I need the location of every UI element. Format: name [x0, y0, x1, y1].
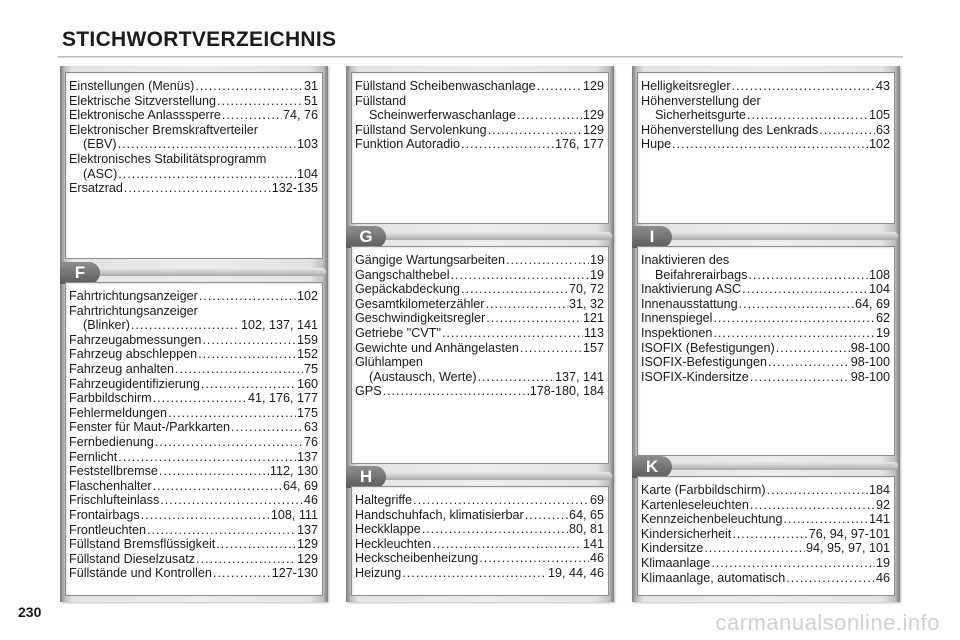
index-entry: [355, 123, 608, 138]
index-entry: [69, 108, 322, 123]
entry-term: Helligkeitsregler: [641, 79, 731, 93]
entry-page-ref: 159: [296, 332, 318, 347]
entry-page-ref: 70, 72: [568, 282, 604, 297]
entry-term: ISOFIX-Befestigungen: [641, 355, 768, 370]
entry-term: (Austausch, Werte): [369, 369, 477, 384]
entry-page-ref: 64, 69: [282, 478, 318, 493]
dot-leader: [153, 479, 282, 494]
entry-term: Fahrtrichtungsanzeiger: [69, 303, 198, 318]
dot-leader: [732, 527, 807, 542]
entry-page-ref: 102: [296, 289, 318, 303]
dot-leader: [168, 406, 296, 421]
index-entry: [69, 391, 322, 406]
entry-page-ref: 63: [303, 420, 318, 435]
entry-term: Höhenverstellung der: [641, 93, 761, 108]
index-entry: [641, 94, 894, 123]
entry-page-ref: 62: [875, 311, 890, 326]
letter-badge: F: [60, 262, 100, 284]
entry-term: GPS: [355, 384, 382, 399]
entry-page-ref: 46: [875, 570, 890, 585]
entry-term: Elektronische Anlasssperre: [69, 108, 221, 123]
entry-page-ref: 129: [296, 537, 318, 552]
entry-term: Scheinwerferwaschanlage: [369, 108, 517, 123]
entry-page-ref: 141: [582, 536, 604, 551]
index-entry: [355, 522, 608, 537]
entry-page-ref: 19: [589, 267, 604, 282]
index-entry: [355, 355, 608, 384]
dot-leader: [118, 137, 296, 152]
entry-term: Fahrzeugidentifizierung: [69, 376, 200, 391]
dot-leader: [118, 167, 296, 182]
index-entry: [355, 326, 608, 341]
index-entry: [69, 537, 322, 552]
dot-leader: [672, 137, 868, 152]
dot-leader: [141, 508, 270, 523]
index-entry: [355, 508, 608, 523]
dot-leader: [217, 94, 303, 109]
dot-leader: [196, 552, 296, 567]
entry-term: Füllstand Dieselzusatz: [69, 551, 195, 566]
entry-list: [66, 283, 322, 581]
entry-page-ref: 121: [582, 311, 604, 326]
index-entry: [69, 523, 322, 538]
index-entry: [641, 253, 894, 282]
entry-page-ref: 141: [868, 512, 890, 527]
entry-page-ref: 129: [582, 79, 604, 93]
entry-page-ref: 19: [589, 253, 604, 267]
entry-term: Inspektionen: [641, 325, 713, 340]
entry-page-ref: 137: [296, 522, 318, 537]
entry-page-ref: 94, 95, 97, 101: [805, 541, 890, 556]
index-entry: [69, 123, 322, 152]
entry-page-ref: 104: [296, 166, 318, 181]
entry-page-ref: 31, 32: [568, 296, 604, 311]
letter-badge: H: [346, 466, 386, 488]
entry-term: Fahrzeug anhalten: [69, 361, 175, 376]
header-rule: [58, 56, 903, 58]
letter-badge: G: [346, 226, 386, 248]
entry-page-ref: 175: [296, 405, 318, 420]
entry-term: Füllstand Scheibenwaschanlage: [355, 79, 536, 93]
index-entry: [69, 435, 322, 450]
index-entry: [641, 311, 894, 326]
dot-leader: [768, 355, 850, 370]
entry-term: Karte (Farbbildschirm): [641, 483, 766, 497]
dot-leader: [442, 326, 583, 341]
page-number: 230: [18, 604, 42, 620]
dot-leader: [124, 181, 271, 196]
index-entry: [355, 566, 608, 581]
entry-list: [352, 247, 608, 399]
entry-term: Funktion Autoradio: [355, 137, 461, 152]
entry-term: Klimaanlage, automatisch: [641, 570, 786, 585]
index-entry: [355, 384, 608, 399]
entry-term: Füllstand Servolenkung: [355, 122, 487, 137]
entry-page-ref: 19: [875, 325, 890, 340]
entry-page-ref: 157: [582, 340, 604, 355]
entry-term: Fahrzeugabmessungen: [69, 332, 202, 347]
index-entry: [641, 326, 894, 341]
index-entry: [69, 508, 322, 523]
entry-term: Flaschenhalter: [69, 478, 152, 493]
index-entry: [355, 551, 608, 566]
entry-page-ref: 129: [296, 551, 318, 566]
index-box-f: [65, 282, 323, 596]
entry-list: [352, 487, 608, 581]
entry-page-ref: 178-180, 184: [529, 384, 604, 399]
dot-leader: [525, 508, 568, 523]
entry-page-ref: 41, 176, 177: [247, 391, 318, 406]
index-entry: [69, 464, 322, 479]
entry-term: Frontleuchten: [69, 522, 147, 537]
entry-page-ref: 19: [875, 555, 890, 570]
entry-term: Füllstände und Kontrollen: [69, 566, 212, 581]
index-entry: [641, 79, 894, 94]
entry-term: Inaktivierung ASC: [641, 282, 742, 297]
entry-page-ref: 64, 69: [854, 296, 890, 311]
entry-list: [638, 247, 894, 384]
entry-page-ref: 51: [303, 93, 318, 108]
entry-term: (ASC): [83, 166, 118, 181]
entry-page-ref: 98-100: [850, 369, 890, 384]
entry-term: Fehlermeldungen: [69, 405, 168, 420]
entry-term: Feststellbremse: [69, 464, 158, 479]
entry-page-ref: 132-135: [271, 181, 318, 196]
entry-term: Kartenleseleuchten: [641, 497, 749, 512]
index-box-f-cont: [351, 72, 609, 224]
dot-leader: [222, 108, 282, 123]
entry-term: Kennzeichenbeleuchtung: [641, 512, 783, 527]
entry-page-ref: 108: [868, 267, 890, 282]
entry-term: Gesamtkilometerzähler: [355, 296, 485, 311]
index-entry: [355, 79, 608, 94]
entry-term: (Blinker): [83, 318, 130, 333]
entry-page-ref: 176, 177: [554, 137, 604, 152]
entry-term: Ersatzrad: [69, 181, 123, 196]
dot-leader: [750, 498, 875, 513]
dot-leader: [478, 370, 554, 385]
index-entry: [355, 137, 608, 152]
entry-term: Glühlampen: [355, 355, 423, 370]
letter-tab-g: [346, 226, 612, 248]
entry-term: Getriebe "CVT": [355, 325, 441, 340]
entry-page-ref: 108, 111: [270, 507, 318, 522]
entry-term: Füllstand Bremsflüssigkeit: [69, 537, 216, 552]
dot-leader: [747, 108, 868, 123]
entry-page-ref: 184: [868, 483, 890, 497]
entry-term: Gängige Wartungsarbeiten: [355, 253, 506, 267]
entry-term: Sicherheitsgurte: [655, 108, 747, 123]
entry-page-ref: 19, 44, 46: [547, 565, 604, 580]
entry-page-ref: 80, 81: [568, 522, 604, 537]
entry-page-ref: 31: [303, 79, 318, 93]
index-entry: [641, 483, 894, 498]
letter-tab-f: [60, 262, 326, 284]
index-entry: [355, 268, 608, 283]
entry-list: [638, 73, 894, 152]
entry-page-ref: 102: [868, 137, 890, 152]
entry-page-ref: 69: [589, 493, 604, 507]
entry-term: Elektronisches Stabilitätsprogramm: [69, 151, 267, 166]
dot-leader: [422, 522, 568, 537]
index-entry: [69, 333, 322, 348]
dot-leader: [776, 341, 850, 356]
index-entry: [69, 420, 322, 435]
dot-leader: [461, 137, 554, 152]
dot-leader: [118, 450, 296, 465]
entry-page-ref: 160: [296, 376, 318, 391]
entry-page-ref: 112, 130: [269, 464, 318, 479]
dot-leader: [486, 311, 582, 326]
index-box-g: [351, 246, 609, 464]
index-entry: [69, 79, 322, 94]
index-entry: [69, 347, 322, 362]
entry-page-ref: 76, 94, 97-101: [808, 526, 890, 541]
dot-leader: [711, 556, 875, 571]
index-entry: [355, 537, 608, 552]
index-entry: [641, 571, 894, 586]
entry-term: Gangschalthebel: [355, 267, 450, 282]
dot-leader: [155, 435, 303, 450]
watermark-text: carmanualsonline.info: [715, 610, 940, 635]
dot-leader: [506, 253, 589, 268]
entry-page-ref: 129: [582, 122, 604, 137]
dot-leader: [819, 123, 875, 138]
index-entry: [69, 377, 322, 392]
dot-leader: [413, 493, 589, 508]
dot-leader: [488, 123, 582, 138]
index-entry: [69, 406, 322, 421]
index-entry: [69, 493, 322, 508]
letter-badge: I: [632, 226, 672, 248]
dot-leader: [742, 282, 868, 297]
index-box-e: [65, 72, 323, 259]
entry-term: Frischlufteinlass: [69, 493, 160, 508]
entry-term: Innenausstattung: [641, 296, 738, 311]
letter-tab-k: [632, 456, 898, 478]
index-entry: [69, 152, 322, 181]
entry-term: Handschuhfach, klimatisierbar: [355, 507, 524, 522]
entry-list: [66, 73, 322, 196]
entry-page-ref: 102, 137, 141: [240, 318, 318, 333]
entry-term: ISOFIX (Befestigungen): [641, 340, 775, 355]
entry-page-ref: 75: [303, 361, 318, 376]
letter-tab-h: [346, 466, 612, 488]
index-entry: [69, 450, 322, 465]
index-entry: [69, 304, 322, 333]
entry-term: (EBV): [83, 137, 117, 152]
entry-term: Heckscheibenheizung: [355, 551, 479, 566]
dot-leader: [750, 370, 850, 385]
entry-list: [638, 477, 894, 585]
dot-leader: [201, 377, 296, 392]
entry-term: Gewichte und Anhängelasten: [355, 340, 519, 355]
index-column-3: [632, 66, 900, 602]
entry-page-ref: 74, 76: [282, 108, 318, 123]
dot-leader: [153, 391, 247, 406]
entry-page-ref: 152: [296, 347, 318, 362]
dot-leader: [175, 362, 303, 377]
dot-leader: [732, 79, 875, 94]
dot-leader: [767, 483, 868, 498]
entry-term: Farbbildschirm: [69, 391, 152, 406]
dot-leader: [520, 341, 582, 356]
entry-term: Heckleuchten: [355, 536, 432, 551]
entry-term: Einstellungen (Menüs): [69, 79, 195, 93]
index-entry: [641, 498, 894, 513]
dot-leader: [748, 268, 868, 283]
dot-leader: [479, 551, 589, 566]
entry-page-ref: 127-130: [271, 566, 318, 581]
index-entry: [641, 541, 894, 556]
index-entry: [641, 137, 894, 152]
index-entry: [69, 479, 322, 494]
entry-page-ref: 46: [589, 551, 604, 566]
index-entry: [641, 341, 894, 356]
entry-page-ref: 129: [582, 108, 604, 123]
entry-page-ref: 104: [868, 282, 890, 297]
entry-term: Heckklappe: [355, 522, 421, 537]
entry-term: Gepäckabdeckung: [355, 282, 461, 297]
entry-page-ref: 137: [296, 449, 318, 464]
dot-leader: [202, 333, 296, 348]
index-box-h: [351, 486, 609, 596]
entry-page-ref: 63: [875, 122, 890, 137]
index-entry: [355, 341, 608, 356]
entry-term: Fernbedienung: [69, 434, 154, 449]
entry-term: Geschwindigkeitsregler: [355, 311, 486, 326]
entry-page-ref: 43: [875, 79, 890, 93]
dot-leader: [739, 297, 854, 312]
index-entry: [355, 253, 608, 268]
page-title: STICHWORTVERZEICHNIS: [62, 28, 337, 51]
index-entry: [355, 94, 608, 123]
entry-term: Inaktivieren des: [641, 253, 730, 267]
index-entry: [69, 181, 322, 196]
dot-leader: [461, 282, 568, 297]
index-entry: [641, 527, 894, 542]
dot-leader: [704, 541, 805, 556]
index-entry: [69, 566, 322, 581]
dot-leader: [216, 537, 296, 552]
entry-term: Innenspiegel: [641, 311, 713, 326]
dot-leader: [160, 493, 303, 508]
index-entry: [641, 556, 894, 571]
index-entry: [69, 94, 322, 109]
entry-page-ref: 98-100: [850, 355, 890, 370]
index-column-1: [60, 66, 328, 602]
dot-leader: [383, 384, 529, 399]
index-entry: [641, 355, 894, 370]
index-entry: [69, 552, 322, 567]
dot-leader: [199, 289, 296, 304]
entry-page-ref: 76: [303, 434, 318, 449]
entry-term: Beifahrerairbags: [655, 267, 748, 282]
index-entry: [641, 282, 894, 297]
dot-leader: [786, 571, 875, 586]
entry-term: Hupe: [641, 137, 672, 152]
entry-term: Füllstand: [355, 93, 407, 108]
index-entry: [355, 297, 608, 312]
dot-leader: [485, 297, 568, 312]
index-column-2: [346, 66, 614, 602]
entry-page-ref: 137, 141: [554, 369, 604, 384]
entry-term: Fahrtrichtungsanzeiger: [69, 289, 198, 303]
dot-leader: [131, 318, 240, 333]
entry-term: Klimaanlage: [641, 555, 711, 570]
entry-term: ISOFIX-Kindersitze: [641, 369, 749, 384]
entry-page-ref: 113: [583, 325, 604, 340]
dot-leader: [432, 537, 582, 552]
entry-page-ref: 105: [868, 108, 890, 123]
index-entry: [641, 370, 894, 385]
index-entry: [641, 123, 894, 138]
dot-leader: [713, 326, 875, 341]
dot-leader: [713, 311, 875, 326]
index-entry: [69, 289, 322, 304]
entry-term: Kindersicherheit: [641, 526, 732, 541]
entry-term: Heizung: [355, 565, 402, 580]
index-box-h-cont: [637, 72, 895, 224]
index-box-k: [637, 476, 895, 596]
dot-leader: [451, 268, 589, 283]
index-entry: [69, 362, 322, 377]
index-entry: [641, 297, 894, 312]
entry-term: Kindersitze: [641, 541, 704, 556]
index-entry: [355, 493, 608, 508]
dot-leader: [783, 512, 868, 527]
index-box-i: [637, 246, 895, 456]
entry-page-ref: 98-100: [850, 340, 890, 355]
entry-term: Fernlicht: [69, 449, 118, 464]
entry-page-ref: 92: [875, 497, 890, 512]
index-entry: [641, 512, 894, 527]
dot-leader: [537, 79, 582, 94]
index-entry: [355, 311, 608, 326]
entry-list: [352, 73, 608, 152]
dot-leader: [195, 79, 303, 94]
entry-term: Frontairbags: [69, 507, 140, 522]
entry-term: Haltegriffe: [355, 493, 413, 507]
entry-term: Elektronischer Bremskraftverteiler: [69, 122, 258, 137]
entry-term: Elektrische Sitzverstellung: [69, 93, 216, 108]
dot-leader: [159, 464, 269, 479]
entry-page-ref: 103: [296, 137, 318, 152]
dot-leader: [147, 523, 296, 538]
entry-term: Fenster für Maut-/Parkkarten: [69, 420, 230, 435]
entry-page-ref: 46: [303, 493, 318, 508]
entry-term: Höhenverstellung des Lenkrads: [641, 122, 819, 137]
index-entry: [355, 282, 608, 297]
entry-term: Fahrzeug abschleppen: [69, 347, 198, 362]
dot-leader: [231, 420, 303, 435]
dot-leader: [198, 347, 296, 362]
entry-page-ref: 64, 65: [568, 507, 604, 522]
letter-badge: K: [632, 456, 672, 478]
dot-leader: [402, 566, 547, 581]
dot-leader: [213, 566, 271, 581]
letter-tab-i: [632, 226, 898, 248]
dot-leader: [517, 108, 582, 123]
